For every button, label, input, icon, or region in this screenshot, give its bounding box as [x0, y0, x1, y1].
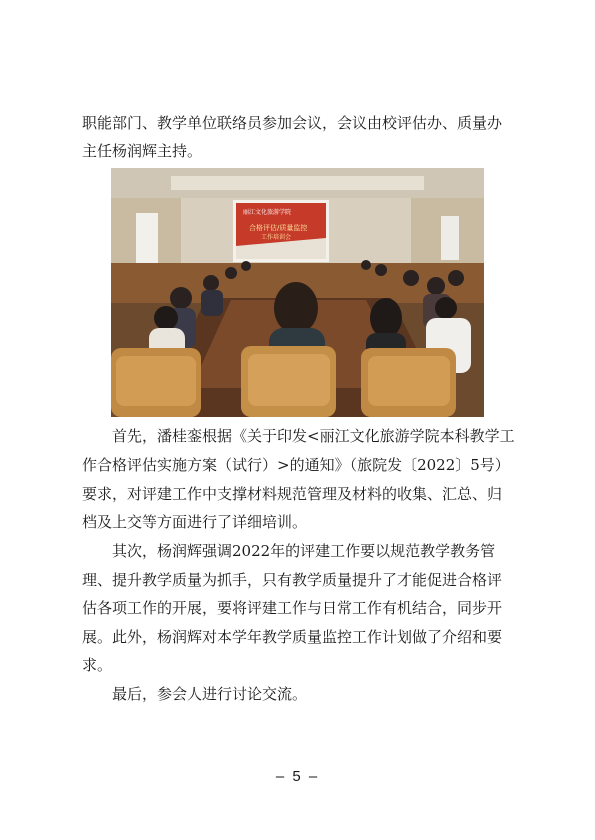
text-line: 作合格评估实施方案（试行）>的通知》（旅院发〔2022〕5号）	[82, 456, 510, 474]
screen-title-text: 合格评估/质量监控	[249, 224, 308, 232]
text-line: 职能部门、教学单位联络员参加会议，会议由校评估办、质量办	[82, 114, 503, 132]
text-line: 最后，参会人进行讨论交流。	[112, 685, 308, 703]
text-line: 首先，潘桂銮根据《关于印发<丽江文化旅游学院本科教学工	[112, 427, 515, 445]
page-number: – 5 –	[275, 768, 320, 785]
text-line: 求。	[82, 656, 113, 674]
text-line: 档及上交等方面进行了详细培训。	[82, 513, 308, 531]
text-line: 其次，杨润辉强调2022年的评建工作要以规范教学教务管	[112, 542, 496, 560]
screen-subtitle-text: 工作培训会	[261, 234, 292, 241]
meeting-photo	[111, 168, 484, 417]
text-line: 要求，对评建工作中支撑材料规范管理及材料的收集、汇总、归	[82, 485, 503, 503]
text-line: 主任杨润辉主持。	[82, 142, 203, 160]
text-line: 理、提升教学质量为抓手，只有教学质量提升了才能促进合格评	[82, 571, 503, 589]
text-line: 展。此外，杨润辉对本学年教学质量监控工作计划做了介绍和要	[82, 628, 503, 646]
screen-header-text: 丽江文化旅游学院	[243, 209, 292, 216]
text-line: 估各项工作的开展，要将评建工作与日常工作有机结合，同步开	[82, 599, 503, 617]
